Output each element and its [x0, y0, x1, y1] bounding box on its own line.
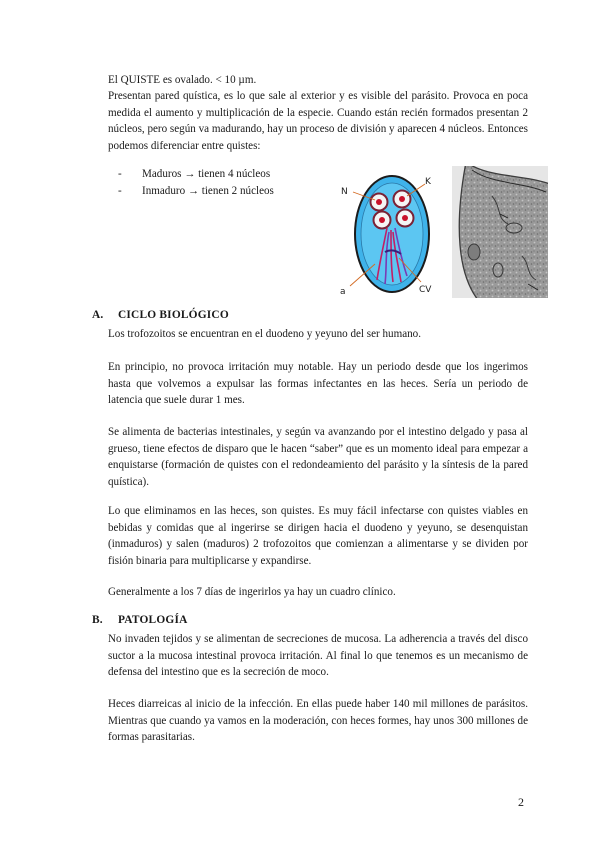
page-number: 2 — [518, 795, 524, 809]
list-dash: - — [118, 168, 122, 180]
list-dash: - — [118, 184, 122, 197]
micrograph-cell — [459, 166, 548, 298]
label-k: K — [425, 177, 431, 187]
cyst-size-line: El QUISTE es ovalado. < 10 µm. — [108, 74, 257, 86]
paragraph: En principio, no provoca irritación muy notable. Hay un periodo desde que los ingerimos hasta que volvemos a expulsar las formas infectantes en las heces. Sería un periodo de latencia que suele durar 1 mes. — [108, 361, 528, 407]
list-item — [118, 183, 274, 200]
list-text: Inmaduro → tienen 2 núcleos — [142, 184, 274, 197]
label-a: a — [340, 287, 346, 297]
paragraph: Heces diarreicas al inicio de la infección. En ellas puede haber 140 mil millones de parásitos. Mientras que cuando ya vamos en la moderación, con heces formes, hay unos 300 millones de formas parasitarias. — [108, 698, 528, 744]
section-title: CICLO BIOLÓGICO — [118, 309, 229, 321]
paragraph: No invaden tejidos y se alimentan de secreciones de mucosa. La adherencia a través del disco suctor a la mucosa intestinal provoca irritación. Al final lo que tenemos es un mecanismo de defensa del intestino que es la secreción de moco. — [108, 633, 528, 679]
cyst-diagram — [335, 168, 447, 298]
cyst-micrograph — [452, 166, 548, 298]
list-item — [118, 166, 274, 183]
section-heading — [92, 309, 229, 321]
label-n: N — [341, 187, 348, 197]
section-title: PATOLOGÍA — [118, 614, 188, 626]
cyst-type-list — [118, 166, 274, 199]
list-text: Maduros → tienen 4 núcleos — [142, 168, 271, 180]
section-heading — [92, 614, 188, 626]
label-cv: CV — [419, 285, 432, 295]
section-letter: A. — [92, 309, 104, 321]
paragraph: Los trofozoitos se encuentran en el duodeno y yeyuno del ser humano. — [108, 328, 422, 340]
paragraph: Lo que eliminamos en las heces, son quistes. Es muy fácil infectarse con quistes viables en bebidas y comidas que al ingerirse se dirigen hacia el duodeno y yeyuno, se desenquistan (inmaduros) y salen (maduros) 2 trofozoitos que comienzan a alimentarse y se dividen por fisión binaria para multiplicarse y expandirse. — [108, 505, 528, 567]
paragraph: Generalmente a los 7 días de ingerirlos ya hay un cuadro clínico. — [108, 586, 396, 598]
paragraph: Se alimenta de bacterias intestinales, y según va avanzando por el intestino delgado y pasa al grueso, tiene efectos de disparo que le hacen “saber” que es un momento ideal para empezar a enquistarse (formación de quistes con el redondeamiento del parásito y la síntesis de la pared quística). — [108, 426, 528, 488]
cyst-description: Presentan pared quística, es lo que sale al exterior y es visible del parásito. Provoca en poca medida el aumento y multiplicación de la especie. Cuando están recién formados presentan 2 núcleos, pero según va madurando, hay un proceso de división y aparecen 4 núcleos. Entonces podemos diferenciar entre quistes: — [108, 90, 528, 152]
section-letter: B. — [92, 614, 103, 626]
